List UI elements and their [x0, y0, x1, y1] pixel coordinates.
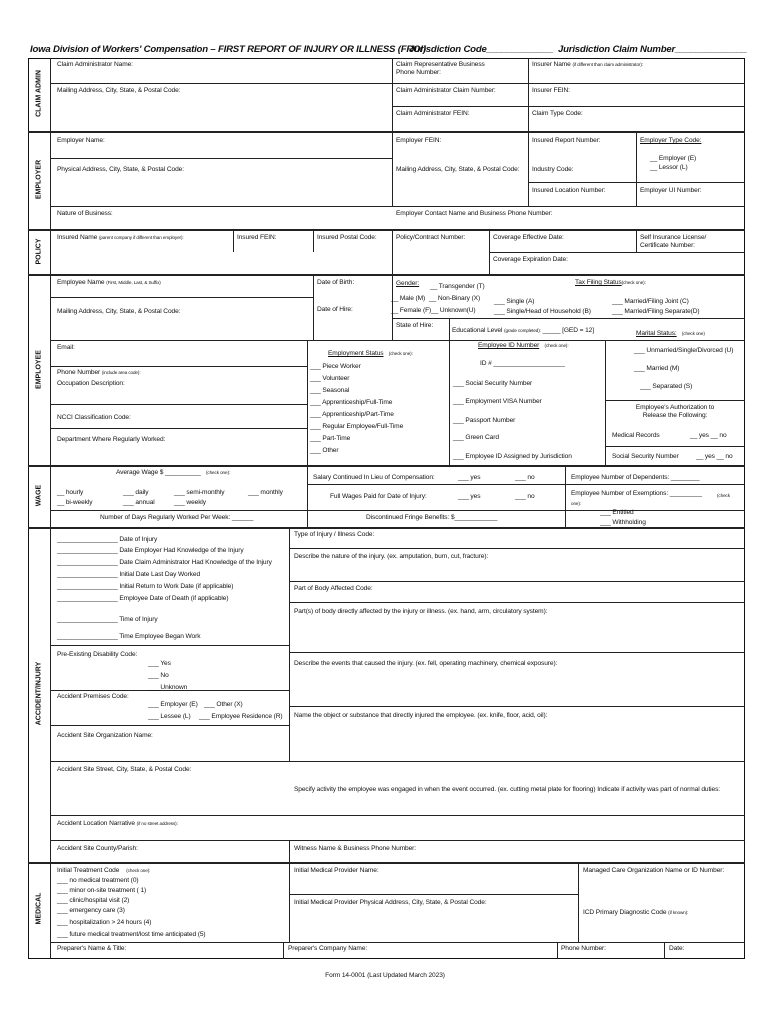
marital-separated-checkbox[interactable]: ___ Separated (S): [640, 383, 693, 390]
employee-name-note: (First, Middle, Last, & Suffix): [106, 280, 161, 285]
accident-site-county-field[interactable]: Accident Site County/Parish:: [57, 845, 138, 852]
exemptions-note-2: one):: [571, 501, 581, 506]
medical-records-yes-no[interactable]: __ yes __ no: [690, 432, 727, 439]
salary-continued-label: Salary Continued In Lieu of Compensation:: [313, 474, 435, 481]
preexisting-yes-checkbox[interactable]: ___ Yes: [148, 660, 171, 667]
premises-residence-checkbox[interactable]: ___ Employee Residence (R): [199, 713, 283, 720]
exemptions-field[interactable]: Employee Number of Exemptions: _________: [571, 490, 702, 497]
average-wage-note: (check one):: [205, 470, 231, 475]
policy-contract-number-field[interactable]: Policy/Contract Number:: [396, 234, 466, 241]
section-label-accident: ACCIDENT/INJURY: [35, 661, 43, 726]
form-number: Form 14-0001 (Last Updated March 2023): [325, 972, 445, 979]
employer-type-l-checkbox[interactable]: __ Lessor (L): [650, 164, 688, 171]
treatment-2-checkbox[interactable]: ___ clinic/hospital visit (2): [57, 897, 130, 904]
marital-status-title: Marital Status:: [636, 330, 677, 337]
tax-head-of-household-checkbox[interactable]: ___ Single/Head of Household (B): [494, 308, 591, 315]
insured-name-field[interactable]: [57, 234, 184, 242]
ged-note: _____ [GED = 12]: [542, 327, 594, 334]
status-other-checkbox[interactable]: ___ Other: [310, 447, 339, 454]
salary-continued-no[interactable]: ___ no: [515, 474, 535, 481]
initial-treatment-title: Initial Treatment Code: [57, 867, 120, 874]
return-to-work-date-field[interactable]: _________________ Initial Return to Work Date (if applicable): [57, 583, 234, 590]
managed-care-field[interactable]: Managed Care Organization Name or ID Number:: [583, 867, 725, 874]
employer-physical-address-field[interactable]: Physical Address, City, State, & Postal Code:: [57, 166, 184, 173]
jurisdiction-claim-number-field[interactable]: Jurisdiction Claim Number______________: [558, 44, 747, 55]
treatment-4-checkbox[interactable]: ___ hospitalization > 24 hours (4): [57, 919, 152, 926]
wage-monthly-checkbox[interactable]: ___ monthly: [248, 489, 283, 496]
status-piece-worker-checkbox[interactable]: ___ Piece Worker: [310, 363, 361, 370]
id-passport-checkbox[interactable]: ___ Passport Number: [453, 417, 516, 424]
part-of-body-code-field[interactable]: Part of Body Affected Code:: [294, 585, 373, 592]
exemptions-note: (check: [717, 493, 730, 498]
self-insurance-license-label: Certificate Number:: [640, 242, 695, 249]
gender-transgender-checkbox[interactable]: __ Transgender (T): [430, 283, 485, 290]
injuring-object-field[interactable]: Name the object or substance that directly injured the employee. (ex. knife, floor, acid, oil):: [294, 712, 548, 719]
accident-location-narrative-field[interactable]: [57, 820, 178, 828]
accident-site-street-field[interactable]: Accident Site Street, City, State, & Postal Code:: [57, 766, 192, 773]
educational-level-field[interactable]: [452, 327, 594, 335]
accident-premises-label: Accident Premises Code:: [57, 693, 129, 700]
claim-rep-phone-label: Phone Number:: [396, 69, 441, 76]
tax-filing-status-note: (check one):: [621, 280, 646, 285]
employee-phone-label: Phone Number: [57, 369, 101, 376]
date-of-death-field[interactable]: _________________ Employee Date of Death (if applicable): [57, 595, 229, 602]
insurer-name-label: Insurer Name: [532, 61, 571, 68]
educational-level-note: (grade completed):: [504, 328, 541, 333]
insured-fein-field[interactable]: Insured FEIN:: [237, 234, 277, 241]
employee-name-label: Employee Name: [57, 279, 105, 286]
ssn-authorization-label: Social Security Number: [612, 453, 679, 460]
injury-type-code-field[interactable]: Type of Injury / Illness Code:: [294, 531, 375, 538]
wage-annual-checkbox[interactable]: ___ annual: [123, 499, 155, 506]
employer-type-code-label: Employer Type Code:: [640, 137, 702, 144]
premises-lessee-checkbox[interactable]: ___ Lessee (L): [148, 713, 191, 720]
initial-treatment-note: (check one):: [126, 868, 151, 873]
employment-status-label: [328, 350, 413, 358]
section-label-wage: WAGE: [35, 484, 43, 507]
employer-fein-field[interactable]: Employer FEIN:: [396, 137, 442, 144]
employee-phone-field[interactable]: [57, 369, 141, 377]
employee-id-number-title: Employee ID Number: [478, 342, 540, 349]
insured-location-number-field[interactable]: Insured Location Number:: [532, 187, 606, 194]
medical-provider-address-field[interactable]: Initial Medical Provider Physical Address, City, State, & Postal Code:: [294, 899, 487, 906]
full-wages-yes[interactable]: ___ yes: [458, 493, 481, 500]
employee-email-field[interactable]: Email:: [57, 344, 75, 351]
insured-report-number-field[interactable]: Insured Report Number:: [532, 137, 601, 144]
marital-status-note: (check one): [681, 331, 705, 336]
insurer-name-note: (if different than claim administrator):: [572, 62, 643, 67]
jurisdiction-code-field[interactable]: Jurisdiction Code_____________: [409, 44, 554, 55]
tax-filing-status-title: Tax Filing Status: [575, 279, 622, 286]
preparer-name-title-field[interactable]: Preparer's Name & Title:: [57, 945, 127, 952]
employer-mailing-address-field[interactable]: Mailing Address, City, State, & Postal Code:: [396, 166, 520, 173]
treatment-5-checkbox[interactable]: ___ future medical treatment/lost time anticipated (5): [57, 931, 206, 938]
premises-other-checkbox[interactable]: ___ Other (X): [204, 701, 243, 708]
nature-of-injury-field[interactable]: Describe the nature of the injury. (ex. amputation, burn, cut, fracture):: [294, 553, 489, 560]
date-of-injury-field[interactable]: _________________ Date of Injury: [57, 536, 158, 543]
coverage-expiration-date-field[interactable]: Coverage Expiration Date:: [493, 256, 568, 263]
gender-label: Gender:: [396, 280, 420, 287]
nature-of-business-field[interactable]: Nature of Business:: [57, 210, 113, 217]
ssn-authorization-yes-no[interactable]: __ yes __ no: [696, 453, 733, 460]
insurer-fein-field[interactable]: Insurer FEIN:: [532, 87, 570, 94]
insured-name-note: (parent company if different than employer):: [98, 235, 184, 240]
date-employer-knowledge-field[interactable]: _________________ Date Employer Had Knowledge of the Injury: [57, 547, 244, 554]
claim-admin-mailing-field[interactable]: Mailing Address, City, State, & Postal Code:: [57, 87, 181, 94]
date-of-hire-field[interactable]: Date of Hire:: [317, 306, 353, 313]
employment-status-title: Employment Status: [328, 350, 384, 357]
employee-id-number-label: [478, 342, 569, 350]
events-description-field[interactable]: Describe the events that caused the injury. (ex. fell, operating machinery, chemical exposure):: [294, 660, 558, 667]
gender-nonbinary-checkbox[interactable]: __ Non-Binary (X): [429, 295, 481, 302]
employee-id-input[interactable]: ID # ____________________: [480, 360, 565, 367]
preexisting-no-checkbox[interactable]: ___ No: [148, 672, 169, 679]
status-apprentice-full-checkbox[interactable]: ___ Apprenticeship/Full-Time: [310, 399, 393, 406]
last-day-worked-field[interactable]: _________________ Initial Date Last Day Worked: [57, 571, 201, 578]
fringe-entitled-checkbox[interactable]: ___ Entitled: [600, 509, 634, 516]
id-green-card-checkbox[interactable]: ___ Green Card: [453, 434, 499, 441]
industry-code-field[interactable]: Industry Code:: [532, 166, 574, 173]
gender-female-checkbox[interactable]: __ Female (F): [391, 307, 432, 314]
wage-daily-checkbox[interactable]: ___ daily: [123, 489, 149, 496]
authorization-label-2: Release the Following:: [642, 412, 708, 419]
initial-treatment-label: [57, 867, 150, 875]
preparer-phone-field[interactable]: Phone Number:: [561, 945, 606, 952]
preexisting-disability-label: Pre-Existing Disability Code:: [57, 651, 138, 658]
employee-phone-note: (include area code):: [101, 370, 141, 375]
claim-type-code-field[interactable]: Claim Type Code:: [532, 110, 583, 117]
tax-single-checkbox[interactable]: ___ Single (A): [494, 298, 535, 305]
insured-name-label: Insured Name: [57, 234, 98, 241]
claim-number-field[interactable]: Claim Administrator Claim Number:: [396, 87, 496, 94]
average-wage-field[interactable]: [116, 469, 230, 477]
body-parts-affected-field[interactable]: Part(s) of body directly affected by the injury or illness. (ex. hand, arm, circulatory system):: [294, 608, 548, 615]
treatment-1-checkbox[interactable]: ___ minor on-site treatment ( 1): [57, 887, 147, 894]
date-admin-knowledge-field[interactable]: _________________ Date Claim Administrator Had Knowledge of the Injury: [57, 559, 272, 566]
status-seasonal-checkbox[interactable]: ___ Seasonal: [310, 387, 350, 394]
occupation-description-field[interactable]: Occupation Description:: [57, 380, 125, 387]
accident-site-organization-field[interactable]: Accident Site Organization Name:: [57, 732, 153, 739]
id-ssn-checkbox[interactable]: ___ Social Security Number: [453, 380, 533, 387]
section-label-employee: EMPLOYEE: [35, 350, 43, 389]
employer-name-field[interactable]: Employer Name:: [57, 137, 105, 144]
full-wages-no[interactable]: ___ no: [515, 493, 535, 500]
educational-level-label: Educational Level: [452, 327, 503, 334]
full-wages-label: Full Wages Paid for Date of Injury:: [330, 493, 427, 500]
employer-type-e-checkbox[interactable]: __ Employer (E): [650, 155, 697, 162]
status-part-time-checkbox[interactable]: ___ Part-Time: [310, 435, 351, 442]
treatment-0-checkbox[interactable]: ___ no medical treatment (0): [57, 877, 139, 884]
witness-field[interactable]: Witness Name & Business Phone Number:: [294, 845, 417, 852]
id-visa-checkbox[interactable]: ___ Employment VISA Number: [453, 398, 542, 405]
claim-rep-phone-field[interactable]: Claim Representative Business: [396, 61, 485, 68]
marital-status-label: [636, 330, 705, 338]
employer-contact-field[interactable]: Employer Contact Name and Business Phone Number:: [396, 210, 553, 217]
section-label-medical: MEDICAL: [35, 892, 43, 925]
authorization-label: Employee's Authorization to: [635, 404, 715, 411]
premises-employer-checkbox[interactable]: ___ Employer (E): [148, 701, 198, 708]
salary-continued-yes[interactable]: ___ yes: [458, 474, 481, 481]
preparer-company-field[interactable]: Preparer's Company Name:: [288, 945, 368, 952]
icd-code-label: ICD Primary Diagnostic Code: [583, 909, 667, 916]
wage-weekly-checkbox[interactable]: ___ weekly: [174, 499, 206, 506]
id-jurisdiction-checkbox[interactable]: ___ Employee ID Assigned by Jurisdiction: [453, 453, 572, 460]
gender-male-checkbox[interactable]: __ Male (M): [391, 295, 426, 302]
accident-location-narrative-note: (if no street address):: [136, 821, 178, 826]
fringe-withholding-checkbox[interactable]: ___ Withholding: [600, 519, 646, 526]
claim-admin-name-field[interactable]: Claim Administrator Name:: [57, 61, 133, 68]
section-label-policy: POLICY: [35, 238, 43, 265]
section-label-employer: EMPLOYER: [35, 159, 43, 200]
employment-status-note: (check one):: [388, 351, 413, 356]
medical-provider-name-field[interactable]: Initial Medical Provider Name:: [294, 867, 379, 874]
ncci-classification-field[interactable]: NCCI Classification Code:: [57, 414, 131, 421]
time-began-work-field[interactable]: _________________ Time Employee Began Work: [57, 633, 201, 640]
wage-semimonthly-checkbox[interactable]: ___ semi-monthly: [174, 489, 225, 496]
fringe-benefits-field[interactable]: Discontinued Fringe Benefits: $____________: [366, 514, 498, 521]
treatment-3-checkbox[interactable]: ___ emergency care (3): [57, 907, 125, 914]
average-wage-label: Average Wage $ __________: [116, 469, 201, 476]
preparer-date-field[interactable]: Date:: [669, 945, 685, 952]
tax-married-joint-checkbox[interactable]: ___ Married/Filing Joint (C): [612, 298, 689, 305]
icd-code-note: (if known):: [668, 910, 689, 915]
department-field[interactable]: Department Where Regularly Worked:: [57, 436, 166, 443]
form-title: Iowa Division of Workers' Compensation – FIRST REPORT OF INJURY OR ILLNESS (FROI): [30, 44, 426, 55]
status-regular-full-checkbox[interactable]: ___ Regular Employee/Full-Time: [310, 423, 404, 430]
status-apprentice-part-checkbox[interactable]: ___ Apprenticeship/Part-Time: [310, 411, 394, 418]
insured-postal-code-field[interactable]: Insured Postal Code:: [317, 234, 377, 241]
employer-ui-number-field[interactable]: Employer UI Number:: [640, 187, 702, 194]
gender-unknown-checkbox[interactable]: __ Unknown(U): [431, 307, 476, 314]
icd-code-field[interactable]: [583, 909, 688, 917]
coverage-effective-date-field[interactable]: Coverage Effective Date:: [493, 234, 564, 241]
preexisting-unknown-checkbox[interactable]: ___ Unknown: [148, 684, 188, 691]
time-of-injury-field[interactable]: _________________ Time of Injury: [57, 616, 158, 623]
section-label-claim-admin: CLAIM ADMIN: [35, 70, 43, 117]
insurer-name-field[interactable]: [532, 61, 643, 69]
employee-id-number-note: (check one):: [544, 343, 569, 348]
state-of-hire-field[interactable]: State of Hire:: [396, 322, 434, 329]
dependents-field[interactable]: Employee Number of Dependents: ________: [571, 474, 700, 481]
wage-biweekly-checkbox[interactable]: __ bi-weekly: [57, 499, 93, 506]
days-worked-per-week-field[interactable]: Number of Days Regularly Worked Per Week: ______: [100, 514, 254, 521]
tax-married-separate-checkbox[interactable]: ___ Married/Filing Separate(D): [612, 308, 700, 315]
date-of-birth-field[interactable]: Date of Birth:: [317, 279, 355, 286]
activity-description-field[interactable]: Specify activity the employee was engaged in when the event occurred. (ex. cutting metal plate for flooring) Indicate if activity was part of normal duties:: [294, 786, 721, 793]
status-volunteer-checkbox[interactable]: ___ Volunteer: [310, 375, 350, 382]
employee-name-field[interactable]: [57, 279, 161, 287]
employee-mailing-address-field[interactable]: Mailing Address, City, State, & Postal Code:: [57, 308, 181, 315]
marital-married-checkbox[interactable]: ___ Married (M): [634, 365, 680, 372]
medical-records-label: Medical Records: [612, 432, 660, 439]
marital-unmarried-checkbox[interactable]: ___ Unmarried/Single/Divorced (U): [634, 347, 734, 354]
tax-filing-status-label: [575, 279, 646, 287]
claim-admin-fein-field[interactable]: Claim Administrator FEIN:: [396, 110, 470, 117]
wage-hourly-checkbox[interactable]: __ hourly: [57, 489, 84, 496]
accident-location-narrative-label: Accident Location Narrative: [57, 820, 135, 827]
self-insurance-license-field[interactable]: Self Insurance License/: [640, 234, 707, 241]
